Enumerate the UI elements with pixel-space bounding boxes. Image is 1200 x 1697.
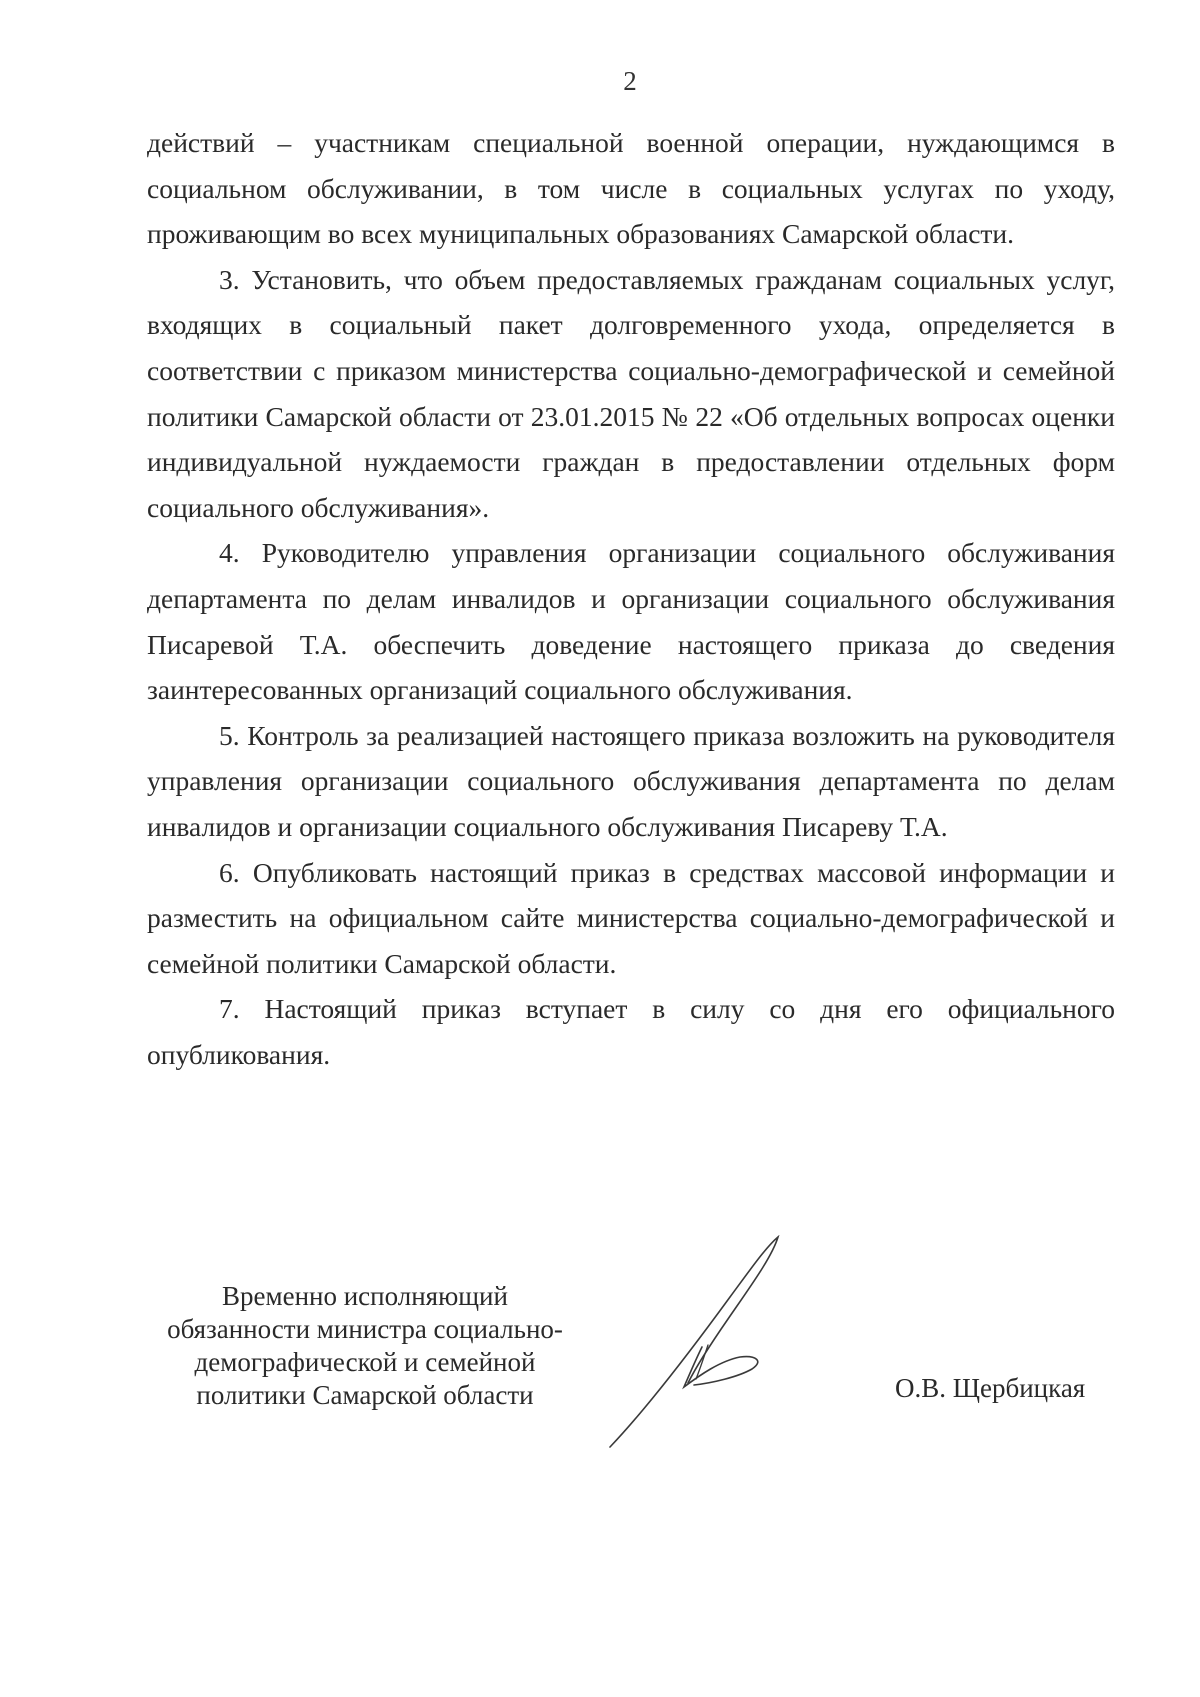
paragraph-continuation: действий – участникам специальной военной операции, нуждающимся в социальном обслуживании, в том числе в социальных услугах по уходу, проживающим во всех муниципальных образованиях Самарской области. xyxy=(147,127,1115,250)
paragraph-item-7: 7. Настоящий приказ вступает в силу со дня его официального опубликования. xyxy=(147,993,1115,1070)
handwritten-signature xyxy=(600,1235,830,1455)
signatory-position-line: обязанности министра социально- xyxy=(167,1314,563,1344)
paragraph-item-5: 5. Контроль за реализацией настоящего приказа возложить на руководителя управления организации социального обслуживания департамента по делам инвалидов и организации социального обслуживания Писареву Т.А. xyxy=(147,719,1115,842)
page-number: 2 xyxy=(623,66,637,96)
signatory-position-line: демографической и семейной xyxy=(194,1347,536,1377)
paragraph-item-3: 3. Установить, что объем предоставляемых гражданам социальных услуг, входящих в социальный пакет долговременного ухода, определяется в соответствии с приказом министерства социально-демографической и семейной политики Самарской области от 23.01.2015 № 22 «Об отдельных вопросах оценки индивидуальной нуждаемости граждан в предоставлении отдельных форм социального обслуживания». xyxy=(147,263,1115,523)
paragraph-item-4: 4. Руководителю управления организации социального обслуживания департамента по делам инвалидов и организации социального обслуживания Писаревой Т.А. обеспечить доведение настоящего приказа до сведения заинтересованных организаций социального обслуживания. xyxy=(147,537,1115,706)
signatory-position-line: политики Самарской области xyxy=(196,1380,534,1410)
paragraph-item-6: 6. Опубликовать настоящий приказ в средствах массовой информации и разместить на официальном сайте министерства социально-демографической и семейной политики Самарской области. xyxy=(147,856,1115,979)
document-body xyxy=(147,120,1115,1077)
signatory-name: О.В. Щербицкая xyxy=(895,1373,1086,1403)
signatory-position-line: Временно исполняющий xyxy=(222,1281,508,1311)
signatory-position xyxy=(145,1280,585,1412)
